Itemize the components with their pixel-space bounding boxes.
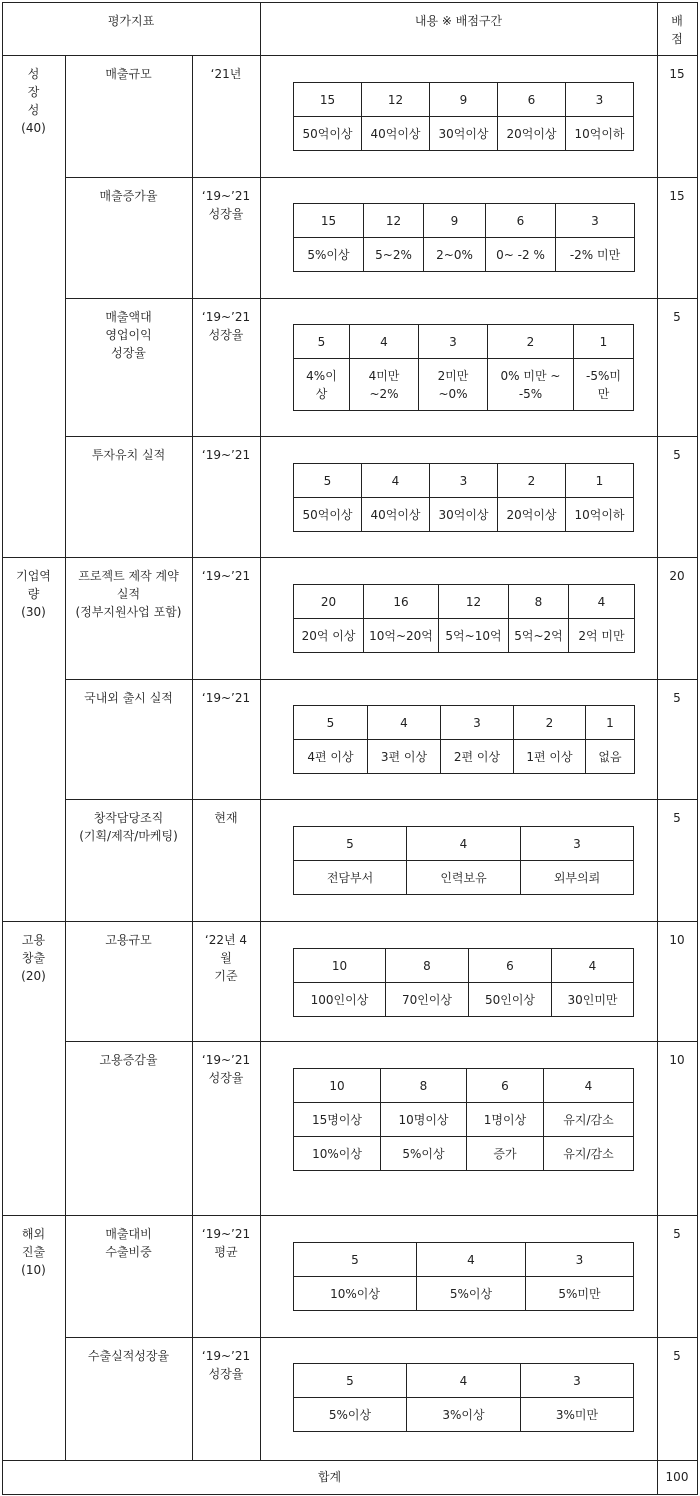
indicator-name: 프로젝트 제작 계약 실적 (정부지원사업 포함) — [75, 569, 182, 619]
score-range-table — [293, 705, 635, 774]
table-border — [2, 1460, 697, 1461]
range-cell: 5억~2억 — [509, 619, 569, 653]
score-cell: 1 — [586, 706, 635, 740]
table-border — [260, 2, 261, 1460]
indicator-name: 국내외 출시 실적 — [84, 691, 173, 705]
score-cell: 8 — [509, 585, 569, 619]
score-row — [294, 827, 634, 861]
range-row — [294, 498, 634, 532]
range-cell: 40억이상 — [362, 117, 430, 151]
score-cell: 3 — [526, 1243, 634, 1277]
range-cell: 5%미만 — [526, 1277, 634, 1311]
range-cell: 인력보유 — [407, 861, 521, 895]
indicator-period: ‘19~’21 성장율 — [201, 1053, 251, 1085]
range-cell: 30인미만 — [552, 983, 634, 1017]
score-range-table — [293, 1363, 634, 1432]
range-cell: 10%이상 — [294, 1277, 417, 1311]
score-range-table — [293, 324, 634, 411]
indicator-period: 현재 — [214, 811, 238, 825]
score-cell: 6 — [467, 1069, 544, 1103]
score-cell: 3 — [556, 204, 635, 238]
score-cell: 5 — [294, 464, 362, 498]
range-cell: 20억이상 — [498, 498, 566, 532]
table-border — [65, 1337, 697, 1338]
indicator-period: ‘19~’21 성장율 — [201, 189, 251, 221]
table-border — [65, 1041, 697, 1042]
indicator-period: ‘19~’21 — [201, 691, 251, 705]
indicator-name: 매출액대 영업이익 성장율 — [105, 310, 152, 360]
row-points: 15 — [669, 189, 685, 203]
table-border — [2, 1215, 697, 1216]
range-cell: 30억이상 — [430, 498, 498, 532]
score-range-table — [293, 463, 634, 532]
range-row — [294, 359, 634, 411]
range-cell: 30억이상 — [430, 117, 498, 151]
score-cell: 9 — [430, 83, 498, 117]
category-label: 성 장 성 (40) — [21, 67, 46, 135]
row-points: 5 — [673, 811, 681, 825]
score-range-table — [293, 584, 635, 653]
score-cell: 4 — [569, 585, 635, 619]
range-cell: 40억이상 — [362, 498, 430, 532]
range-cell: 2편 이상 — [441, 740, 514, 774]
score-cell: 4 — [368, 706, 441, 740]
score-cell: 2 — [498, 464, 566, 498]
score-cell: 4 — [362, 464, 430, 498]
total-points: 100 — [665, 1470, 689, 1484]
range-cell: 10%이상 — [294, 1137, 381, 1171]
range-cell: 3편 이상 — [368, 740, 441, 774]
range-cell: 3%미만 — [521, 1398, 634, 1432]
score-cell: 1 — [574, 325, 634, 359]
row-points: 5 — [673, 691, 681, 705]
score-range-table — [293, 1242, 634, 1311]
range-cell: 50억이상 — [294, 498, 362, 532]
score-cell: 12 — [362, 83, 430, 117]
indicator-period: ‘21년 — [210, 67, 242, 81]
score-range-table — [293, 826, 634, 895]
row-points: 5 — [673, 448, 681, 462]
range-cell: 20억이상 — [498, 117, 566, 151]
score-cell: 3 — [521, 827, 634, 861]
range-cell: 1편 이상 — [514, 740, 586, 774]
score-cell: 10 — [294, 1069, 381, 1103]
range-cell: 20억 이상 — [294, 619, 364, 653]
table-border — [2, 55, 697, 56]
range-cell: 유지/감소 — [544, 1103, 634, 1137]
range-row — [294, 1103, 634, 1137]
score-cell: 6 — [486, 204, 556, 238]
score-cell: 1 — [566, 464, 634, 498]
table-border — [65, 799, 697, 800]
range-row — [294, 983, 634, 1017]
range-cell: 0~ -2 % — [486, 238, 556, 272]
score-cell: 12 — [439, 585, 509, 619]
score-cell: 20 — [294, 585, 364, 619]
table-border — [2, 921, 697, 922]
range-cell: 5%이상 — [417, 1277, 526, 1311]
range-cell: 100인이상 — [294, 983, 386, 1017]
indicator-name: 매출규모 — [105, 67, 152, 81]
score-range-table — [293, 948, 634, 1017]
range-cell: 5%이상 — [381, 1137, 467, 1171]
range-row — [294, 1277, 634, 1311]
total-label: 합계 — [317, 1470, 342, 1484]
score-cell: 3 — [419, 325, 488, 359]
range-cell: 50억이상 — [294, 117, 362, 151]
range-cell: 3%이상 — [407, 1398, 521, 1432]
table-border — [65, 177, 697, 178]
range-cell: 유지/감소 — [544, 1137, 634, 1171]
indicator-period: ‘22년 4 월 기준 — [204, 933, 248, 983]
header-content: 내용 ※ 배점구간 — [414, 14, 503, 28]
indicator-name: 고용규모 — [105, 933, 152, 947]
score-cell: 4 — [407, 827, 521, 861]
range-cell: 10명이상 — [381, 1103, 467, 1137]
range-cell: 10억이하 — [566, 117, 634, 151]
table-border — [2, 2, 697, 3]
score-cell: 15 — [294, 204, 364, 238]
header-points: 배 점 — [671, 14, 683, 46]
range-row — [294, 740, 635, 774]
score-cell: 16 — [364, 585, 439, 619]
score-range-table — [293, 1068, 634, 1171]
score-row — [294, 204, 635, 238]
row-points: 20 — [669, 569, 685, 583]
category-label: 기업역 량 (30) — [16, 569, 51, 619]
score-cell: 10 — [294, 949, 386, 983]
table-border — [65, 679, 697, 680]
range-cell: 4편 이상 — [294, 740, 368, 774]
indicator-name: 고용증감율 — [99, 1053, 158, 1067]
range-row — [294, 861, 634, 895]
range-cell: 전담부서 — [294, 861, 407, 895]
range-row — [294, 1398, 634, 1432]
score-row — [294, 1243, 634, 1277]
range-cell: 5%이상 — [294, 238, 364, 272]
indicator-name: 투자유치 실적 — [91, 448, 166, 462]
score-cell: 6 — [498, 83, 566, 117]
score-cell: 4 — [350, 325, 419, 359]
table-border — [65, 298, 697, 299]
score-row — [294, 949, 634, 983]
table-border — [2, 557, 697, 558]
range-cell: 2억 미만 — [569, 619, 635, 653]
range-row — [294, 1137, 634, 1171]
table-border — [697, 2, 698, 1495]
range-row — [294, 238, 635, 272]
score-range-table — [293, 82, 634, 151]
score-cell: 5 — [294, 706, 368, 740]
indicator-name: 매출증가율 — [99, 189, 158, 203]
score-cell: 3 — [566, 83, 634, 117]
score-row — [294, 585, 635, 619]
score-row — [294, 1069, 634, 1103]
range-row — [294, 117, 634, 151]
range-cell: 외부의뢰 — [521, 861, 634, 895]
score-cell: 8 — [386, 949, 469, 983]
indicator-name: 수출실적성장율 — [87, 1349, 170, 1363]
range-cell: 5~2% — [364, 238, 424, 272]
score-cell: 5 — [294, 827, 407, 861]
indicator-period: ‘19~’21 성장율 — [201, 1349, 251, 1381]
indicator-name: 창작담당조직 (기획/제작/마케팅) — [79, 811, 178, 843]
score-cell: 4 — [552, 949, 634, 983]
score-cell: 9 — [424, 204, 486, 238]
score-cell: 3 — [441, 706, 514, 740]
score-cell: 4 — [407, 1364, 521, 1398]
range-cell: 4%이 상 — [294, 359, 350, 411]
score-cell: 12 — [364, 204, 424, 238]
score-cell: 15 — [294, 83, 362, 117]
indicator-period: ‘19~’21 성장율 — [201, 310, 251, 342]
score-cell: 2 — [514, 706, 586, 740]
score-cell: 2 — [488, 325, 574, 359]
range-cell: 4미만 ~2% — [350, 359, 419, 411]
score-cell: 5 — [294, 325, 350, 359]
category-label: 해외 진출 (10) — [21, 1227, 46, 1277]
range-cell: 없음 — [586, 740, 635, 774]
range-cell: 2~0% — [424, 238, 486, 272]
score-row — [294, 464, 634, 498]
range-cell: 증가 — [467, 1137, 544, 1171]
score-cell: 8 — [381, 1069, 467, 1103]
row-points: 10 — [669, 933, 685, 947]
table-border — [657, 2, 658, 1495]
range-cell: 10억이하 — [566, 498, 634, 532]
score-cell: 5 — [294, 1243, 417, 1277]
range-cell: 70인이상 — [386, 983, 469, 1017]
range-cell: 15명이상 — [294, 1103, 381, 1137]
range-cell: 50인이상 — [469, 983, 552, 1017]
range-cell: 5%이상 — [294, 1398, 407, 1432]
indicator-period: ‘19~’21 — [201, 569, 251, 583]
indicator-period: ‘19~’21 — [201, 448, 251, 462]
row-points: 5 — [673, 1349, 681, 1363]
score-cell: 3 — [521, 1364, 634, 1398]
row-points: 15 — [669, 67, 685, 81]
score-row — [294, 706, 635, 740]
range-cell: 10억~20억 — [364, 619, 439, 653]
row-points: 10 — [669, 1053, 685, 1067]
score-cell: 4 — [417, 1243, 526, 1277]
range-cell: -2% 미만 — [556, 238, 635, 272]
score-row — [294, 83, 634, 117]
range-cell: -5%미 만 — [574, 359, 634, 411]
indicator-name: 매출대비 수출비중 — [105, 1227, 152, 1259]
range-row — [294, 619, 635, 653]
row-points: 5 — [673, 310, 681, 324]
header-indicator: 평가지표 — [107, 14, 155, 28]
range-cell: 5억~10억 — [439, 619, 509, 653]
score-range-table — [293, 203, 635, 272]
indicator-period: ‘19~’21 평균 — [201, 1227, 251, 1259]
score-row — [294, 1364, 634, 1398]
score-cell: 5 — [294, 1364, 407, 1398]
score-cell: 6 — [469, 949, 552, 983]
table-border — [2, 1494, 697, 1495]
row-points: 5 — [673, 1227, 681, 1241]
range-cell: 1명이상 — [467, 1103, 544, 1137]
table-border — [65, 436, 697, 437]
score-row — [294, 325, 634, 359]
score-cell: 4 — [544, 1069, 634, 1103]
range-cell: 2미만 ~0% — [419, 359, 488, 411]
score-cell: 3 — [430, 464, 498, 498]
range-cell: 0% 미만 ~ -5% — [488, 359, 574, 411]
category-label: 고용 창출 (20) — [21, 933, 46, 983]
